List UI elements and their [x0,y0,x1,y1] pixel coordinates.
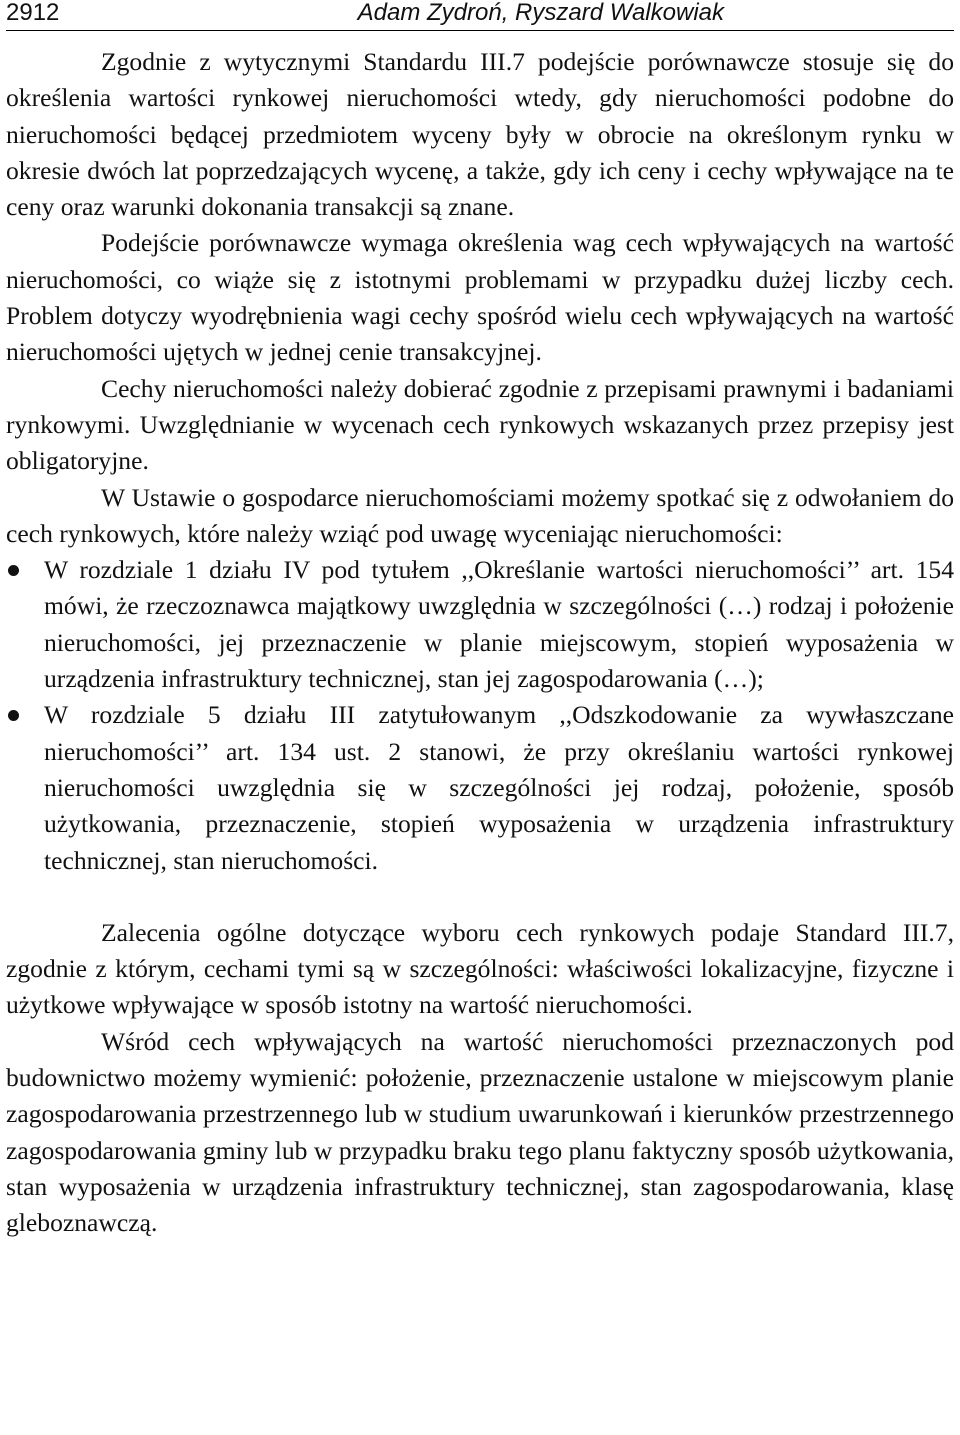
bullet-text: W rozdziale 1 działu IV pod tytułem ,,Określanie wartości nieruchomości’’ art. 154 mówi, że rzeczoznawca majątkowy uwzględnia w szczególności (…) rodzaj i położenie nieruchomości, jej przeznaczenie w planie miejscowym, stopień wyposażenia w urządzenia infrastruktury technicznej, stan jej zagospodarowania (…); [44,555,954,694]
paragraph-legal-selection: Cechy nieruchomości należy dobierać zgodnie z przepisami prawnymi i badaniami rynkowymi. Uwzględnianie w wycenach cech rynkowych wskazanych przez przepisy jest obligatoryjne. [6,373,954,476]
list-item [6,697,954,878]
bullet-dot-icon [8,710,19,721]
page-number: 2912 [6,0,60,26]
paragraph-standard-iii7-comparative-approach: Zgodnie z wytycznymi Standardu III.7 podejście porównawcze stosuje się do określenia wartości rynkowej nieruchomości wtedy, gdy nieruchomości podobne do nieruchomości będącej przedmiotem wyceny były w obrocie na określonym rynku w okresie dwóch lat poprzedzających wycenę, a także, gdy ich ceny i cechy wpływające na te ceny oraz warunki dokonania transakcji są znane. [6,47,954,222]
bullet-text: W rozdziale 5 działu III zatytułowanym ,,Odszkodowanie za wywłaszczane nieruchomości’’ art. 134 ust. 2 stanowi, że przy określaniu wartości rynkowej nieruchomości uwzględnia się w szczególności jej rodzaj, położenie, sposób użytkowania, przeznaczenie, stopień wyposażenia w urządzenia infrastruktury technicznej, stan nieruchomości. [44,700,954,875]
list-item [6,552,954,697]
paragraph-building-land-features: Wśród cech wpływających na wartość nieruchomości przeznaczonych pod budownictwo możemy wymienić: położenie, przeznaczenie ustalone w miejscowym planie zagospodarowania przestrzennego lub w studium uwarunkowań i kierunków przestrzennego zagospodarowania gminy lub w przypadku braku tego planu faktyczny sposób użytkowania, stan wyposażenia w urządzenia infrastruktury technicznej, stan zagospodarowania, klasę gleboznawczą. [6,1026,954,1238]
bullet-dot-icon [8,565,19,576]
paragraph-feature-weights: Podejście porównawcze wymaga określenia wag cech wpływających na wartość nieruchomości, co wiąże się z istotnymi problemami w przypadku dużej liczby cech. Problem dotyczy wyodrębnienia wagi cechy spośród wielu cech wpływających na wartość nieruchomości ujętych w jednej cenie transakcyjnej. [6,228,954,367]
paragraph-general-recommendations: Zalecenia ogólne dotyczące wyboru cech rynkowych podaje Standard III.7, zgodnie z którym, cechami tymi są w szczególności: właściwości lokalizacyjne, fizyczne i użytkowe wpływające w sposób istotny na wartość nieruchomości. [6,917,954,1020]
page [6,0,954,1242]
body-text [6,44,954,1242]
bullet-list [6,552,954,879]
paragraph-act-reference: W Ustawie o gospodarce nieruchomościami możemy spotkać się z odwołaniem do cech rynkowych, które należy wziąć pod uwagę wyceniając nieruchomości: [6,482,954,548]
running-header [6,0,954,31]
running-header-authors: Adam Zydroń, Ryszard Walkowiak [357,0,724,26]
